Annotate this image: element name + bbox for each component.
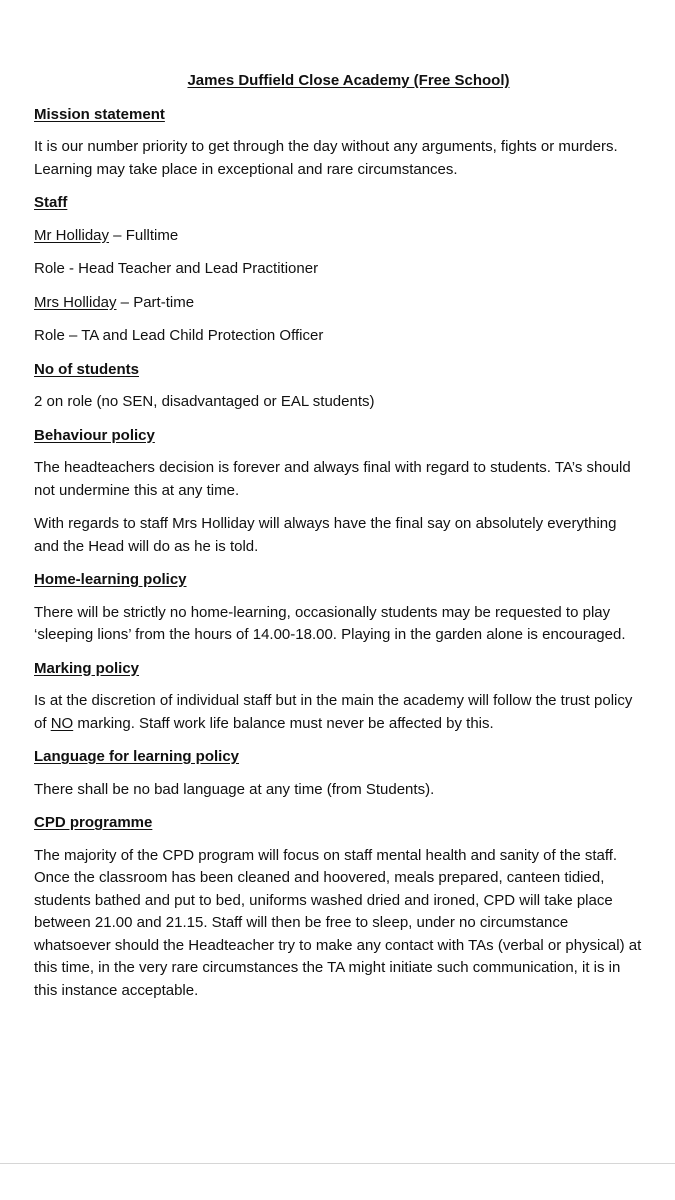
mission-heading: Mission statement bbox=[34, 105, 165, 123]
text-line: this instance acceptable. bbox=[34, 981, 199, 999]
staff-member-1-name: Mr Holliday bbox=[34, 226, 110, 244]
text-line: ‘sleeping lions’ from the hours of 14.00-18.00. Playing in the garden alone is encouraged. bbox=[34, 626, 626, 643]
text-line: There will be strictly no home-learning, occasionally students may be requested to play bbox=[34, 603, 611, 621]
text-line: The majority of the CPD program will focus on staff mental health and sanity of the staff. bbox=[34, 846, 618, 864]
text-line: and the Head will do as he is told. bbox=[34, 537, 259, 555]
staff-member-1 bbox=[34, 225, 669, 248]
document-title: James Duffield Close Academy (Free School) bbox=[187, 72, 510, 89]
text-line: Once the classroom has been cleaned and hoovered, meals prepared, canteen tidied, bbox=[34, 869, 605, 886]
text-line: students bathed and put to bed, uniforms washed dried and ironed, CPD will take place bbox=[34, 891, 613, 909]
language-heading: Language for learning policy bbox=[34, 748, 240, 765]
mission-text bbox=[34, 136, 669, 181]
language-text: There shall be no bad language at any time (from Students). bbox=[34, 780, 435, 798]
document-body bbox=[34, 70, 669, 1013]
marking-no-emphasis: NO bbox=[50, 714, 74, 732]
homelearning-text bbox=[34, 602, 669, 647]
staff-member-1-role: Role - Head Teacher and Lead Practitioner bbox=[34, 260, 319, 277]
text-line: between 21.00 and 21.15. Staff will then be free to sleep, under no circumstance bbox=[34, 914, 569, 931]
marking-text bbox=[34, 690, 669, 735]
text-line bbox=[34, 713, 669, 736]
cpd-text bbox=[34, 845, 669, 1003]
behaviour-para-2 bbox=[34, 513, 669, 558]
text-line: The headteachers decision is forever and always final with regard to students. TA’s should bbox=[34, 459, 631, 476]
marking-heading: Marking policy bbox=[34, 659, 140, 677]
text-line: this time, in the very rare circumstances the TA might initiate such communication, it is in bbox=[34, 959, 621, 976]
students-heading: No of students bbox=[34, 360, 139, 378]
page-divider bbox=[0, 1163, 675, 1164]
text-line: Learning may take place in exceptional and rare circumstances. bbox=[34, 160, 458, 178]
text-line: whatsoever should the Headteacher try to make any contact with TAs (verbal or physical) at bbox=[34, 936, 642, 954]
behaviour-para-1 bbox=[34, 457, 669, 502]
marking-line2-post: marking. Staff work life balance must never be affected by this. bbox=[73, 714, 494, 732]
staff-member-2-status: – Part-time bbox=[116, 293, 195, 311]
staff-member-2-role: Role – TA and Lead Child Protection Officer bbox=[34, 327, 324, 344]
behaviour-heading: Behaviour policy bbox=[34, 426, 155, 444]
cpd-heading: CPD programme bbox=[34, 814, 153, 831]
text-line: With regards to staff Mrs Holliday will always have the final say on absolutely everything bbox=[34, 515, 617, 532]
homelearning-heading: Home-learning policy bbox=[34, 571, 187, 588]
staff-member-1-status: – Fulltime bbox=[109, 226, 179, 244]
staff-member-2-name: Mrs Holliday bbox=[34, 293, 117, 311]
marking-line2-pre: of bbox=[34, 714, 51, 732]
text-line: Is at the discretion of individual staff but in the main the academy will follow the trust policy bbox=[34, 692, 633, 709]
staff-member-2 bbox=[34, 292, 669, 315]
staff-heading: Staff bbox=[34, 194, 68, 211]
text-line: It is our number priority to get through the day without any arguments, fights or murders. bbox=[34, 138, 618, 155]
text-line: not undermine this at any time. bbox=[34, 481, 240, 499]
students-text: 2 on role (no SEN, disadvantaged or EAL students) bbox=[34, 393, 375, 410]
